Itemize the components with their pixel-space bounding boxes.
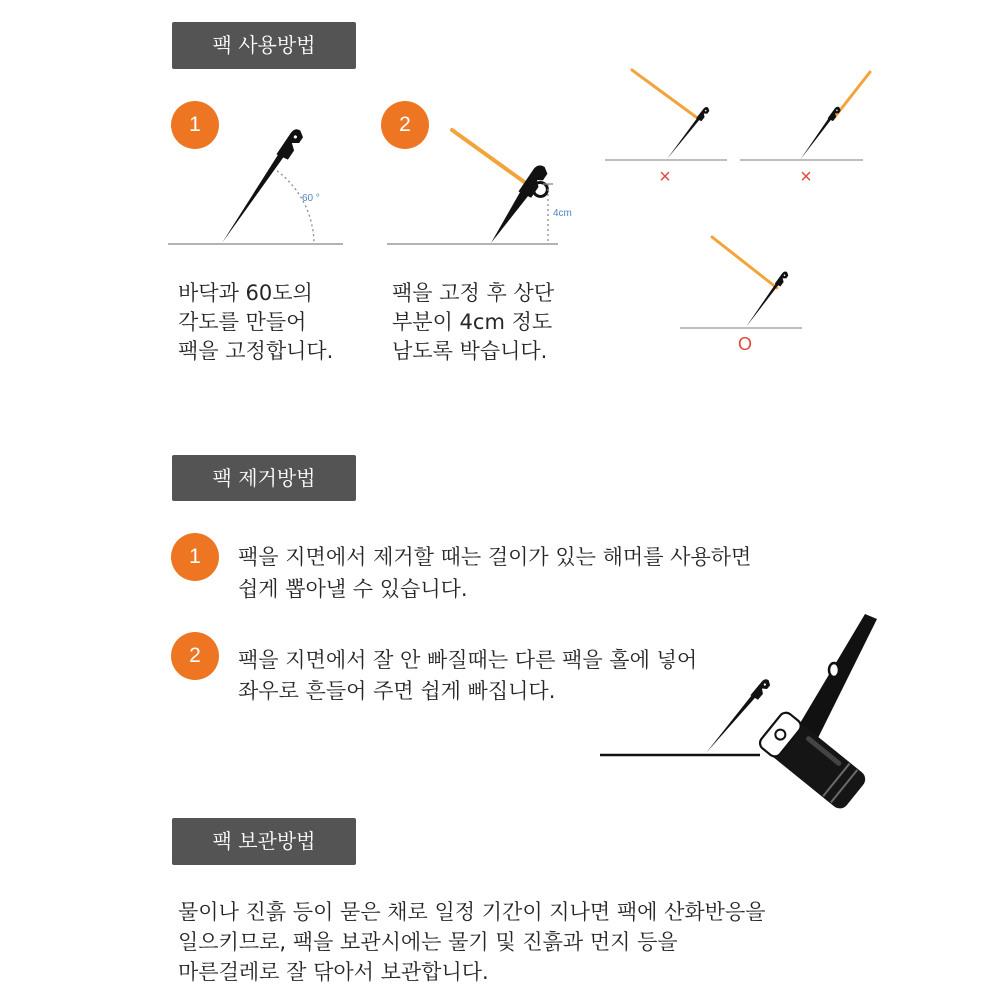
hammer-removal-illustration <box>600 614 877 812</box>
removal-step1-number: 1 <box>171 533 219 581</box>
usage-step1-number: 1 <box>171 101 219 149</box>
usage-step2-text <box>392 279 554 366</box>
storage-line: 마른걸레로 잘 닦아서 보관합니다. <box>178 960 489 984</box>
wrong-mark: × <box>800 166 812 188</box>
peg-icon <box>665 106 710 162</box>
usage-step1-line: 각도를 만들어 <box>178 310 307 334</box>
removal-step1-line: 팩을 지면에서 제거할 때는 걸이가 있는 해머를 사용하면 <box>238 545 752 569</box>
removal-step1-line: 쉽게 뽑아낼 수 있습니다. <box>238 577 468 601</box>
storage-line: 물이나 진흙 등이 묻은 채로 일정 기간이 지나면 팩에 산화반응을 <box>178 900 766 924</box>
hammer-handle-loop <box>829 663 839 677</box>
removal-step2-line: 좌우로 흔들어 주면 쉽게 빠집니다. <box>238 679 556 703</box>
usage-step1-line: 팩을 고정합니다. <box>178 339 334 363</box>
usage-step1-line: 바닥과 60도의 <box>178 281 313 305</box>
removal-step1-text <box>238 541 751 605</box>
peg-icon <box>218 127 305 248</box>
wrong-example-2 <box>740 72 870 188</box>
storage-line: 일으키므로, 팩을 보관시에는 물기 및 진흙과 먼지 등을 <box>178 930 678 954</box>
angle-label: 60 ° <box>302 193 320 204</box>
usage-step2-number: 2 <box>381 101 429 149</box>
usage-step2-line: 부분이 4cm 정도 <box>392 310 553 334</box>
removal-step2-number: 2 <box>171 632 219 680</box>
angle-arc <box>273 168 314 244</box>
rope <box>452 130 534 189</box>
usage-step1-text <box>178 279 333 366</box>
rope <box>632 70 696 117</box>
peg-icon <box>798 106 842 163</box>
removal-header: 팩 제거방법 <box>172 455 356 501</box>
correct-mark: O <box>737 334 753 354</box>
removal-step2-line: 팩을 지면에서 잘 안 빠질때는 다른 팩을 홀에 넣어 <box>238 648 698 672</box>
wrong-example-1 <box>605 70 727 188</box>
usage-step2-line: 팩을 고정 후 상단 <box>392 281 555 305</box>
correct-example <box>680 237 802 354</box>
usage-step2-illustration <box>387 130 572 253</box>
storage-text <box>178 897 766 987</box>
hammer-handle <box>793 614 877 746</box>
wrong-mark: × <box>659 166 671 188</box>
usage-header: 팩 사용방법 <box>172 22 356 69</box>
height-label: 4cm <box>553 208 572 219</box>
storage-header: 팩 보관방법 <box>172 818 356 865</box>
usage-step2-line: 남도록 박습니다. <box>392 339 548 363</box>
rope <box>712 237 777 288</box>
removal-step2-text <box>238 645 697 707</box>
peg-icon <box>486 163 558 254</box>
